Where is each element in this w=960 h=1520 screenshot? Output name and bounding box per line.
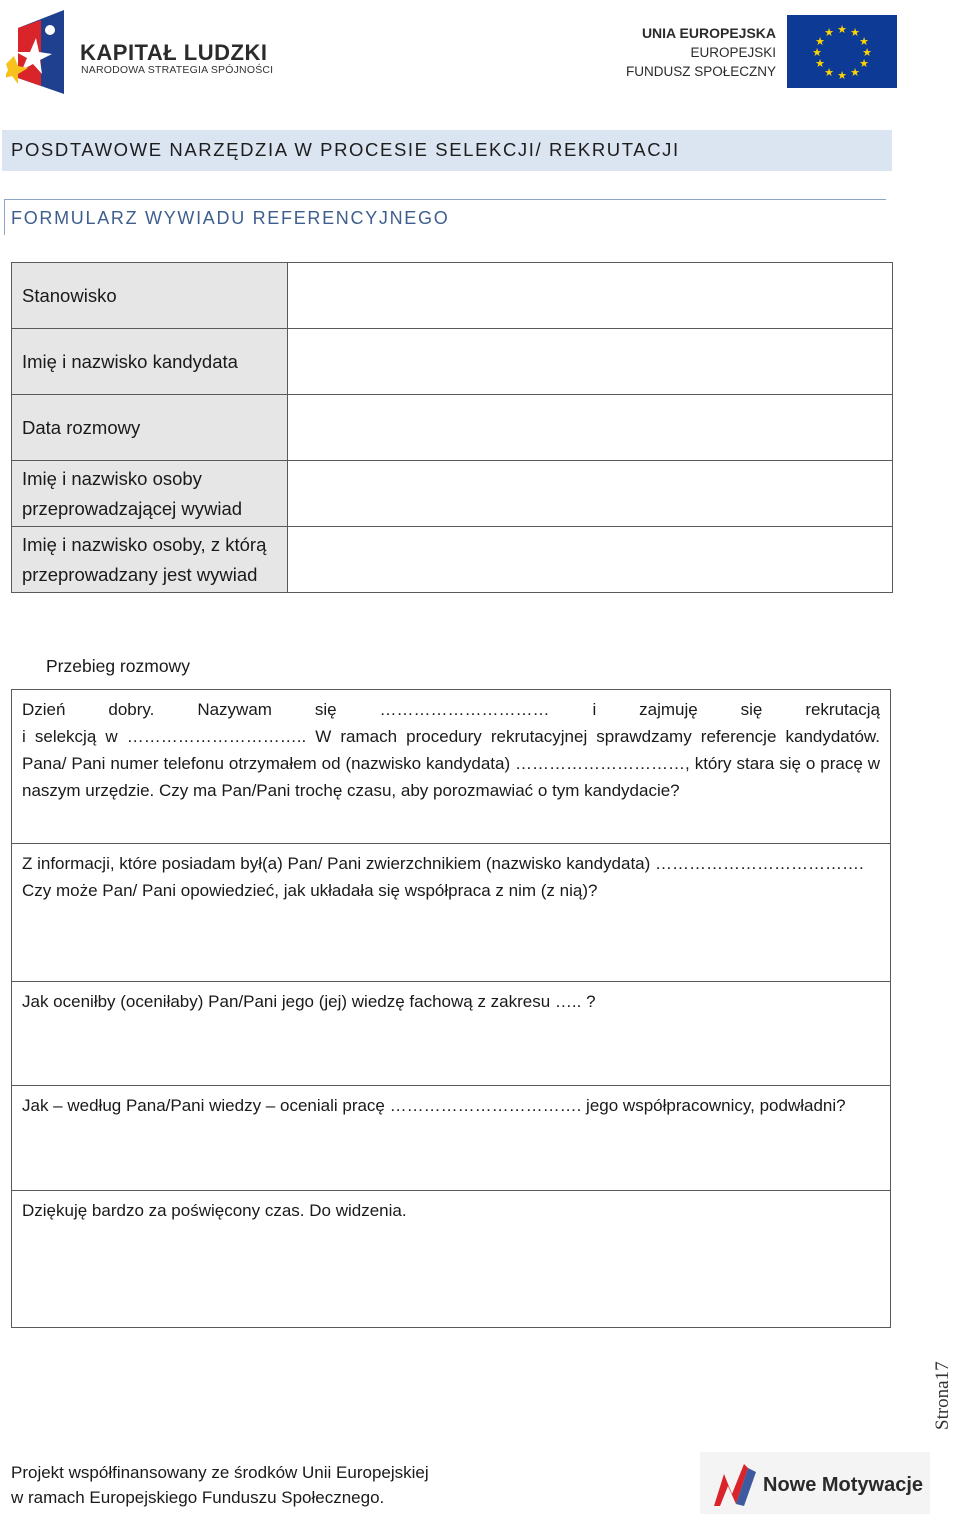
- svg-text:★: ★: [850, 66, 860, 79]
- eu-line-1: UNIA EUROPEJSKA: [641, 25, 776, 41]
- greeting-first-line: [22, 696, 880, 723]
- greeting-word: …………………………: [379, 700, 550, 719]
- svg-text:★: ★: [824, 26, 834, 39]
- footer-line-2: w ramach Europejskiego Funduszu Społecznego.: [11, 1488, 385, 1507]
- info-row: [12, 527, 893, 593]
- section-heading: POSDTAWOWE NARZĘDZIA W PROCESIE SELEKCJI/ REKRUTACJI: [11, 139, 680, 160]
- svg-text:★: ★: [859, 57, 869, 70]
- greeting-word: i: [592, 700, 597, 719]
- svg-text:★: ★: [815, 35, 825, 48]
- info-value-przeprowadzajacy[interactable]: [288, 461, 893, 527]
- greeting-word: dobry.: [108, 700, 155, 719]
- footer-text: [11, 1460, 429, 1510]
- greeting-word: Nazywam: [197, 700, 272, 719]
- svg-text:★: ★: [837, 23, 847, 36]
- svg-text:★: ★: [812, 46, 822, 59]
- greeting-word: się: [314, 700, 337, 719]
- page-number: Strona17: [932, 1361, 953, 1430]
- info-value-data[interactable]: [288, 395, 893, 461]
- greeting-text: i selekcją w ………………………….. W ramach procedury rekrutacyjnej sprawdzamy referencje kandydatów. Pana/ Pani numer telefonu otrzymałem od (nazwisko kandydata) …………………………, który stara się o pracę w naszym urzędzie. Czy ma Pan/Pani trochę czasu, aby porozmawiać o tym kandydacie?: [22, 727, 880, 800]
- kapital-ludzki-logo: [6, 8, 286, 98]
- info-row: [12, 395, 893, 461]
- info-label-stanowisko: Stanowisko: [12, 263, 288, 329]
- info-label-rozmowca: Imię i nazwisko osoby, z którą przeprowadzany jest wywiad: [12, 527, 288, 593]
- kapital-ludzki-emblem-icon: [6, 8, 78, 98]
- form-title: FORMULARZ WYWIADU REFERENCYJNEGO: [11, 208, 450, 228]
- supervisor-question-line-2: Czy może Pan/ Pani opowiedzieć, jak układała się współpraca z nim (z nią)?: [22, 881, 598, 900]
- info-label-data: Data rozmowy: [12, 395, 288, 461]
- info-value-stanowisko[interactable]: [288, 263, 893, 329]
- candidate-info-table: [11, 262, 893, 593]
- info-value-kandydat[interactable]: [288, 329, 893, 395]
- info-label-kandydat: Imię i nazwisko kandydata: [12, 329, 288, 395]
- greeting-word: rekrutacją: [805, 700, 880, 719]
- info-row: [12, 461, 893, 527]
- svg-text:★: ★: [815, 57, 825, 70]
- eu-logo-text: [614, 24, 776, 81]
- info-row: [12, 329, 893, 395]
- info-value-rozmowca[interactable]: [288, 527, 893, 593]
- info-row: [12, 263, 893, 329]
- greeting-word: zajmuję: [639, 700, 698, 719]
- svg-text:★: ★: [859, 35, 869, 48]
- svg-text:★: ★: [850, 26, 860, 39]
- heading-2-left-rule: [4, 199, 5, 235]
- kapital-ludzki-title: KAPITAŁ LUDZKI: [80, 40, 268, 65]
- svg-text:★: ★: [824, 66, 834, 79]
- kapital-ludzki-subtitle: NARODOWA STRATEGIA SPÓJNOŚCI: [81, 64, 274, 76]
- nowe-motywacje-text: Nowe Motywacje: [763, 1474, 924, 1496]
- eu-line-3: FUNDUSZ SPOŁECZNY: [625, 64, 776, 79]
- closing-text: Dziękuję bardzo za poświęcony czas. Do widzenia.: [22, 1201, 407, 1220]
- info-label-przeprowadzajacy: Imię i nazwisko osoby przeprowadzającej wywiad: [12, 461, 288, 527]
- greeting-word: Dzień: [22, 700, 66, 719]
- svg-text:★: ★: [862, 46, 872, 59]
- supervisor-question-box: [11, 843, 891, 982]
- greeting-word: się: [740, 700, 763, 719]
- heading-2-rule: [4, 199, 886, 200]
- coworkers-question-box: [11, 1085, 891, 1191]
- expertise-question-box: [11, 981, 891, 1086]
- supervisor-question-line-1: Z informacji, które posiadam był(a) Pan/ Pani zwierzchnikiem (nazwisko kandydata) ……………………………….: [22, 854, 864, 873]
- expertise-question: Jak oceniłby (oceniłaby) Pan/Pani jego (jej) wiedzę fachową z zakresu ….. ?: [22, 992, 596, 1011]
- footer-line-1: Projekt współfinansowany ze środków Unii Europejskiej: [11, 1463, 429, 1482]
- greeting-box: [11, 689, 891, 844]
- conversation-heading: Przebieg rozmowy: [46, 656, 190, 676]
- nowe-motywacje-emblem-icon: [710, 1460, 762, 1510]
- eu-flag-icon: [787, 15, 897, 88]
- svg-text:★: ★: [837, 69, 847, 82]
- eu-line-2: EUROPEJSKI: [690, 45, 776, 60]
- closing-box: [11, 1190, 891, 1328]
- coworkers-question: Jak – według Pana/Pani wiedzy – oceniali pracę ……………………………. jego współpracownicy, podwładni?: [22, 1096, 846, 1115]
